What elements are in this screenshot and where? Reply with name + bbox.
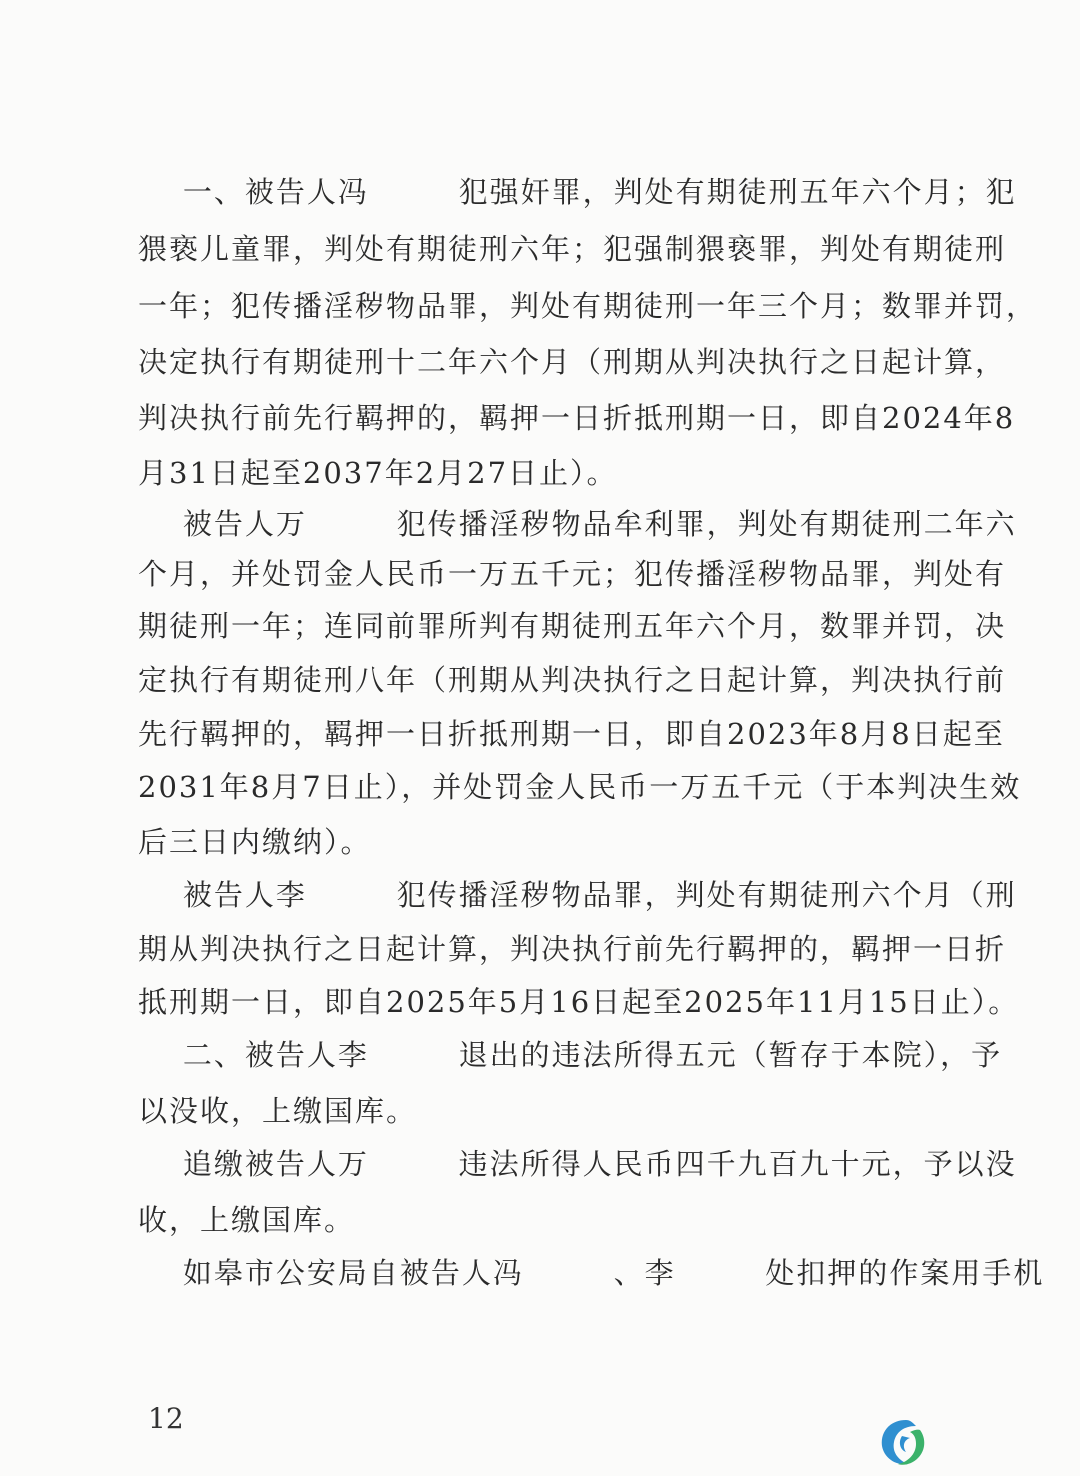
paragraph-line: 决定执行有期徒刑十二年六个月（刑期从判决执行之日起计算， xyxy=(138,345,1007,379)
paragraph-line: 收，上缴国库。 xyxy=(138,1203,356,1237)
watermark-logo-icon xyxy=(876,1416,932,1468)
paragraph-line: 期徒刑一年；连同前罪所判有期徒刑五年六个月，数罪并罚，决 xyxy=(138,609,1007,643)
paragraph-line: 定执行有期徒刑八年（刑期从判决执行之日起计算，判决执行前 xyxy=(138,663,1007,697)
paragraph-line: 以没收，上缴国库。 xyxy=(138,1094,418,1128)
paragraph-line: 一、被告人冯 犯强奸罪，判处有期徒刑五年六个月；犯 xyxy=(138,175,1017,209)
paragraph-line: 一年；犯传播淫秽物品罪，判处有期徒刑一年三个月；数罪并罚， xyxy=(138,289,1038,323)
paragraph-line: 如皋市公安局自被告人冯 、李 处扣押的作案用手机 xyxy=(138,1256,1045,1290)
paragraph-line: 猥亵儿童罪，判处有期徒刑六年；犯强制猥亵罪，判处有期徒刑 xyxy=(138,232,1007,266)
page-number: 12 xyxy=(148,1402,184,1435)
paragraph-line: 抵刑期一日，即自2025年5月16日起至2025年11月15日止）。 xyxy=(138,985,1020,1019)
paragraph-line: 追缴被告人万 违法所得人民币四千九百九十元，予以没 xyxy=(138,1147,1017,1181)
paragraph-line: 被告人万 犯传播淫秽物品牟利罪，判处有期徒刑二年六 xyxy=(138,507,1017,541)
paragraph-line: 后三日内缴纳）。 xyxy=(138,825,372,859)
paragraph-line: 个月，并处罚金人民币一万五千元；犯传播淫秽物品罪，判处有 xyxy=(138,557,1007,591)
paragraph-line: 期从判决执行之日起计算，判决执行前先行羁押的，羁押一日折 xyxy=(138,932,1007,966)
paragraph-line: 2031年8月7日止），并处罚金人民币一万五千元（于本判决生效 xyxy=(138,770,1022,804)
paragraph-line: 判决执行前先行羁押的，羁押一日折抵刑期一日，即自2024年8 xyxy=(138,401,1016,435)
paragraph-line: 被告人李 犯传播淫秽物品罪，判处有期徒刑六个月（刑 xyxy=(138,878,1017,912)
paragraph-line: 先行羁押的，羁押一日折抵刑期一日，即自2023年8月8日起至 xyxy=(138,717,1005,751)
paragraph-line: 月31日起至2037年2月27日止）。 xyxy=(138,456,618,490)
paragraph-line: 二、被告人李 退出的违法所得五元（暂存于本院），予 xyxy=(138,1038,1003,1072)
